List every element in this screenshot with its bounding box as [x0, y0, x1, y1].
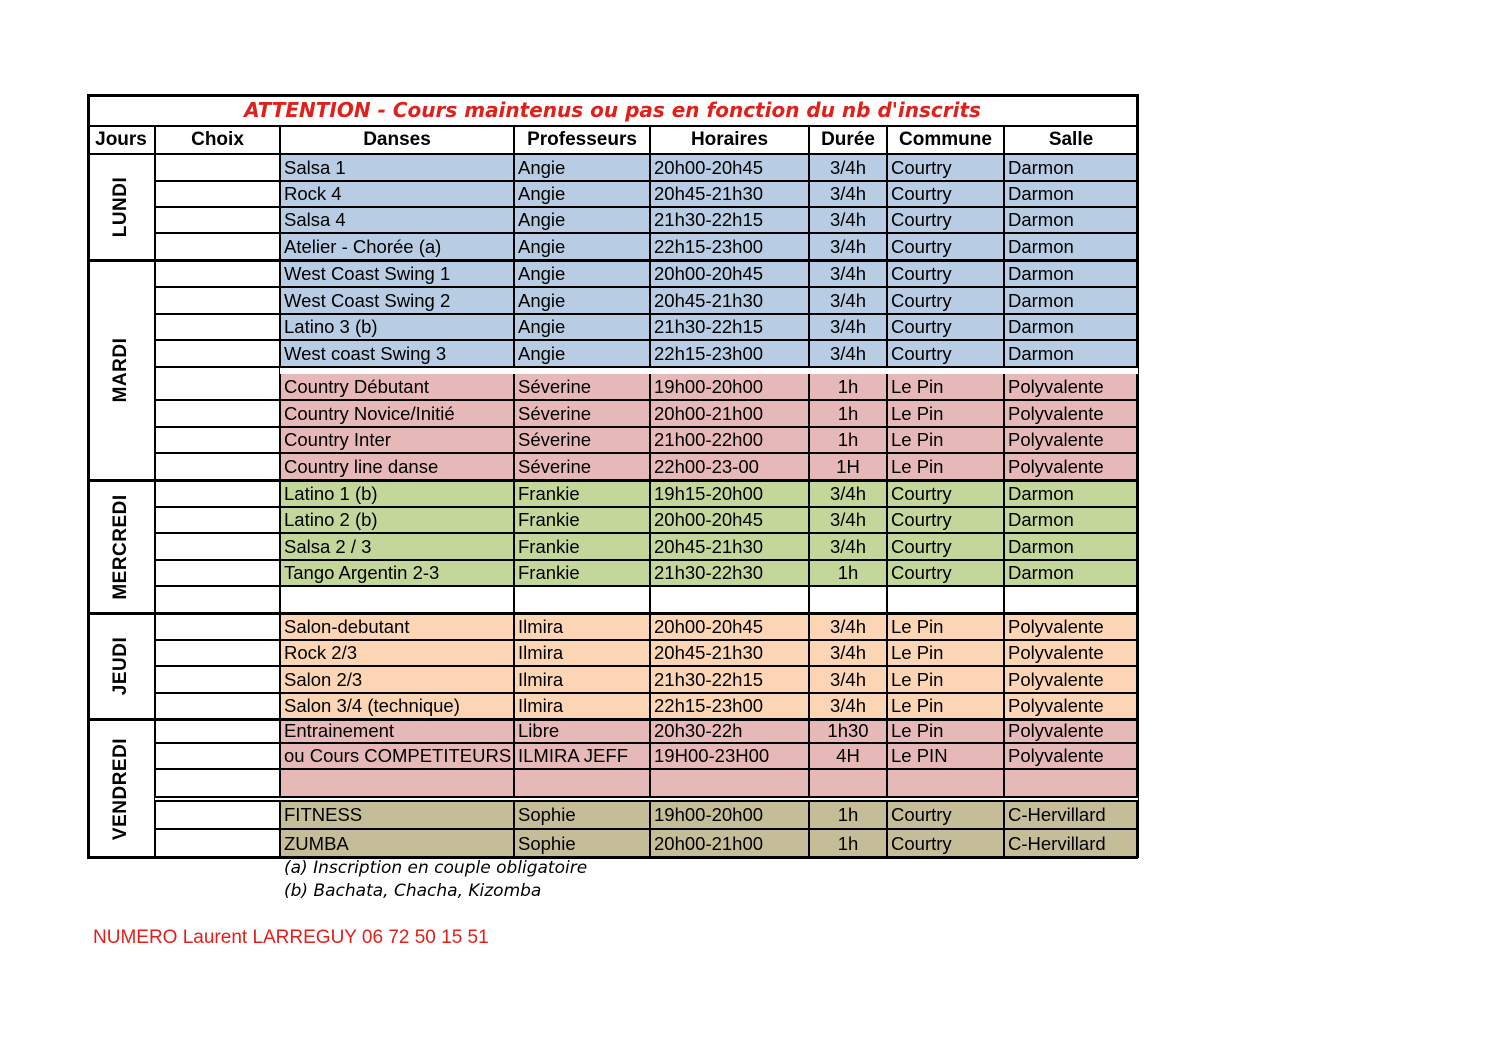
grid-line [155, 180, 1138, 181]
grid-line [155, 639, 1138, 640]
cell-duree: 3/4h [809, 154, 887, 181]
grid-line [155, 559, 1138, 560]
grid-line [155, 692, 280, 694]
cell-professeur: Séverine [514, 374, 650, 400]
cell-danse: Rock 2/3 [280, 640, 514, 666]
grid-line [155, 742, 1138, 743]
grid-line [155, 800, 1138, 801]
contact-phone: NUMERO Laurent LARREGUY 06 72 50 15 51 [93, 927, 489, 948]
cell-salle: Darmon [1004, 314, 1138, 340]
choix-cell[interactable] [155, 287, 280, 314]
cell-horaire: 20h45-21h30 [650, 640, 809, 666]
cell-duree: 1h [809, 560, 887, 586]
cell-professeur: Angie [514, 260, 650, 287]
cell-professeur: Angie [514, 207, 650, 233]
cell-commune [887, 769, 1004, 797]
header-professeurs: Professeurs [527, 129, 637, 150]
grid-line [155, 313, 1138, 314]
cell-professeur: Angie [514, 287, 650, 314]
grid-line [87, 718, 1138, 721]
cell-danse [280, 769, 514, 797]
cell-salle: C-Hervillard [1004, 829, 1138, 858]
cell-danse: West Coast Swing 1 [280, 260, 514, 287]
cell-duree: 3/4h [809, 480, 887, 507]
cell-duree: 3/4h [809, 693, 887, 719]
cell-commune: Le Pin [887, 666, 1004, 693]
cell-salle: Polyvalente [1004, 613, 1138, 640]
cell-professeur: Frankie [514, 507, 650, 533]
day-label-jeudi: JEUDI [110, 636, 131, 696]
cell-horaire: 20h00-21h00 [650, 400, 809, 427]
cell-salle: Darmon [1004, 507, 1138, 533]
grid-line [155, 206, 1138, 207]
grid-line [155, 532, 280, 534]
choix-cell[interactable] [155, 801, 280, 829]
choix-cell[interactable] [155, 154, 280, 181]
cell-duree: 4H [809, 743, 887, 769]
grid-line [155, 366, 280, 368]
grid-line [155, 426, 280, 428]
cell-horaire: 19h00-20h00 [650, 801, 809, 829]
group-gap [280, 368, 1138, 374]
header-jours: Jours [95, 129, 147, 150]
cell-horaire: 21h30-22h30 [650, 560, 809, 586]
grid-line [155, 506, 280, 508]
cell-professeur: ILMIRA JEFF [514, 743, 650, 769]
cell-salle: Polyvalente [1004, 427, 1138, 453]
cell-duree: 1h30 [809, 719, 887, 743]
cell-horaire [650, 586, 809, 613]
cell-salle: Polyvalente [1004, 719, 1138, 743]
day-label-mardi: MARDI [110, 337, 131, 403]
cell-horaire [650, 769, 809, 797]
header-salle: Salle [1048, 129, 1094, 150]
cell-danse: Salsa 2 / 3 [280, 533, 514, 560]
choix-cell[interactable] [155, 374, 280, 400]
grid-line [155, 665, 280, 667]
cell-salle: Polyvalente [1004, 453, 1138, 480]
cell-professeur: Séverine [514, 427, 650, 453]
cell-duree: 3/4h [809, 507, 887, 533]
cell-horaire: 22h15-23h00 [650, 233, 809, 260]
choix-cell[interactable] [155, 340, 280, 367]
choix-cell[interactable] [155, 743, 280, 769]
cell-salle: Darmon [1004, 207, 1138, 233]
cell-commune: Courtry [887, 260, 1004, 287]
grid-line [155, 559, 280, 561]
cell-horaire: 21h30-22h15 [650, 314, 809, 340]
cell-horaire: 20h30-22h [650, 719, 809, 743]
grid-line [155, 452, 280, 454]
cell-commune: Courtry [887, 314, 1004, 340]
cell-horaire: 21h30-22h15 [650, 666, 809, 693]
cell-salle: Polyvalente [1004, 666, 1138, 693]
cell-horaire: 19h15-20h00 [650, 480, 809, 507]
grid-line [155, 742, 280, 744]
schedule-table [87, 94, 1138, 858]
cell-commune: Le Pin [887, 427, 1004, 453]
header-horaires: Horaires [690, 129, 769, 150]
grid-line [155, 665, 1138, 666]
grid-line [155, 585, 1138, 586]
choix-cell[interactable] [155, 829, 280, 858]
cell-salle: C-Hervillard [1004, 801, 1138, 829]
cell-danse: Rock 4 [280, 181, 514, 207]
cell-danse: ou Cours COMPETITEURS [280, 743, 514, 769]
grid-line [886, 126, 889, 154]
cell-horaire: 20h00-21h00 [650, 829, 809, 858]
choix-cell[interactable] [155, 233, 280, 260]
grid-line [155, 399, 1138, 400]
cell-commune: Le Pin [887, 374, 1004, 400]
grid-line [155, 180, 280, 182]
cell-danse [280, 586, 514, 613]
cell-professeur: Frankie [514, 560, 650, 586]
cell-duree: 1H [809, 453, 887, 480]
cell-professeur: Frankie [514, 480, 650, 507]
cell-commune: Courtry [887, 533, 1004, 560]
cell-commune: Courtry [887, 340, 1004, 367]
header-commune: Commune [899, 129, 992, 150]
grid-line [155, 286, 280, 288]
cell-salle: Darmon [1004, 287, 1138, 314]
cell-danse: Salon-debutant [280, 613, 514, 640]
choix-cell[interactable] [155, 260, 280, 287]
cell-duree: 1h [809, 427, 887, 453]
choix-cell[interactable] [155, 693, 280, 719]
grid-line [1003, 126, 1006, 154]
border-left [87, 94, 90, 858]
note-a: (a) Inscription en couple obligatoire [284, 858, 588, 878]
cell-professeur: Angie [514, 340, 650, 367]
cell-salle [1004, 586, 1138, 613]
cell-salle: Polyvalente [1004, 640, 1138, 666]
cell-professeur [514, 586, 650, 613]
cell-duree: 3/4h [809, 207, 887, 233]
cell-commune: Courtry [887, 154, 1004, 181]
cell-horaire: 20h45-21h30 [650, 287, 809, 314]
cell-danse: Atelier - Chorée (a) [280, 233, 514, 260]
cell-commune: Le Pin [887, 719, 1004, 743]
cell-salle: Polyvalente [1004, 743, 1138, 769]
cell-professeur: Ilmira [514, 613, 650, 640]
cell-duree: 1h [809, 829, 887, 858]
cell-duree: 1h [809, 374, 887, 400]
cell-salle: Darmon [1004, 533, 1138, 560]
cell-commune: Courtry [887, 207, 1004, 233]
cell-commune: Courtry [887, 233, 1004, 260]
cell-salle: Polyvalente [1004, 374, 1138, 400]
cell-danse: Entrainement [280, 719, 514, 743]
choix-cell[interactable] [155, 314, 280, 340]
cell-salle: Darmon [1004, 560, 1138, 586]
cell-danse: Latino 3 (b) [280, 314, 514, 340]
grid-line [155, 506, 1138, 507]
cell-duree: 3/4h [809, 340, 887, 367]
cell-danse: Tango Argentin 2-3 [280, 560, 514, 586]
grid-line [155, 857, 280, 859]
cell-danse: West coast Swing 3 [280, 340, 514, 367]
cell-danse: Latino 2 (b) [280, 507, 514, 533]
cell-salle: Darmon [1004, 480, 1138, 507]
cell-danse: Latino 1 (b) [280, 480, 514, 507]
header-choix: Choix [191, 129, 244, 150]
choix-cell[interactable] [155, 533, 280, 560]
cell-salle: Darmon [1004, 181, 1138, 207]
cell-danse: Country Novice/Initié [280, 400, 514, 427]
grid-line [87, 153, 1138, 156]
cell-professeur: Angie [514, 233, 650, 260]
choix-cell[interactable] [155, 181, 280, 207]
cell-professeur: Angie [514, 154, 650, 181]
grid-line [155, 796, 1138, 797]
grid-line [155, 232, 1138, 233]
cell-horaire: 19h00-20h00 [650, 374, 809, 400]
header-duree: Durée [821, 129, 875, 150]
grid-line [155, 585, 280, 587]
cell-horaire: 22h15-23h00 [650, 340, 809, 367]
grid-line [155, 339, 280, 341]
cell-horaire: 20h45-21h30 [650, 533, 809, 560]
choix-cell[interactable] [155, 769, 280, 797]
cell-duree: 1h [809, 400, 887, 427]
choix-cell[interactable] [155, 586, 280, 613]
grid-line [155, 692, 1138, 693]
cell-commune: Le Pin [887, 400, 1004, 427]
grid-line [155, 399, 280, 401]
choix-cell[interactable] [155, 453, 280, 480]
header-danses: Danses [363, 129, 431, 150]
cell-professeur: Libre [514, 719, 650, 743]
cell-salle: Darmon [1004, 154, 1138, 181]
grid-line [154, 126, 157, 154]
grid-line [155, 639, 280, 641]
cell-danse: Salon 3/4 (technique) [280, 693, 514, 719]
grid-line [279, 126, 282, 154]
cell-horaire: 20h00-20h45 [650, 507, 809, 533]
choix-cell[interactable] [155, 507, 280, 533]
grid-line [808, 126, 811, 154]
grid-line [155, 232, 280, 234]
cell-danse: Salsa 1 [280, 154, 514, 181]
cell-duree: 3/4h [809, 260, 887, 287]
cell-salle: Polyvalente [1004, 693, 1138, 719]
cell-professeur [514, 769, 650, 797]
choix-cell[interactable] [155, 640, 280, 666]
day-label-mercredi: MERCREDI [110, 493, 131, 600]
cell-horaire: 22h15-23h00 [650, 693, 809, 719]
choix-cell[interactable] [155, 666, 280, 693]
cell-danse: Country line danse [280, 453, 514, 480]
cell-danse: FITNESS [280, 801, 514, 829]
cell-commune: Le Pin [887, 453, 1004, 480]
cell-professeur: Séverine [514, 400, 650, 427]
grid-line [513, 126, 516, 154]
cell-duree [809, 586, 887, 613]
cell-danse: Country Inter [280, 427, 514, 453]
grid-line [87, 125, 1138, 128]
cell-danse: ZUMBA [280, 829, 514, 858]
cell-danse: West Coast Swing 2 [280, 287, 514, 314]
grid-line [155, 768, 280, 770]
grid-line [155, 452, 1138, 453]
cell-duree: 1h [809, 801, 887, 829]
choix-cell[interactable] [155, 560, 280, 586]
grid-line [155, 286, 1138, 287]
border-top [87, 94, 1138, 97]
choix-cell[interactable] [155, 400, 280, 427]
cell-danse: Salon 2/3 [280, 666, 514, 693]
grid-line [155, 426, 1138, 427]
cell-professeur: Sophie [514, 829, 650, 858]
cell-commune: Courtry [887, 829, 1004, 858]
cell-commune [887, 586, 1004, 613]
cell-duree: 3/4h [809, 533, 887, 560]
cell-professeur: Ilmira [514, 640, 650, 666]
cell-commune: Courtry [887, 560, 1004, 586]
cell-professeur: Sophie [514, 801, 650, 829]
cell-salle [1004, 769, 1138, 797]
day-label-lundi: LUNDI [110, 176, 131, 238]
cell-duree [809, 769, 887, 797]
cell-horaire: 20h45-21h30 [650, 181, 809, 207]
grid-line [155, 206, 280, 208]
choix-cell[interactable] [155, 719, 280, 743]
grid-line [155, 828, 1138, 829]
cell-professeur: Angie [514, 314, 650, 340]
choix-cell[interactable] [155, 427, 280, 453]
cell-duree: 3/4h [809, 233, 887, 260]
cell-commune: Le PIN [887, 743, 1004, 769]
cell-horaire: 20h00-20h45 [650, 613, 809, 640]
grid-line [87, 479, 1138, 482]
cell-danse: Salsa 4 [280, 207, 514, 233]
cell-professeur: Frankie [514, 533, 650, 560]
cell-commune: Courtry [887, 507, 1004, 533]
cell-commune: Le Pin [887, 613, 1004, 640]
cell-horaire: 21h00-22h00 [650, 427, 809, 453]
cell-duree: 3/4h [809, 666, 887, 693]
grid-line [87, 259, 280, 262]
note-b: (b) Bachata, Chacha, Kizomba [284, 881, 542, 901]
choix-cell[interactable] [155, 613, 280, 640]
cell-horaire: 21h30-22h15 [650, 207, 809, 233]
cell-horaire: 19H00-23H00 [650, 743, 809, 769]
cell-duree: 3/4h [809, 613, 887, 640]
cell-professeur: Séverine [514, 453, 650, 480]
cell-commune: Courtry [887, 287, 1004, 314]
cell-duree: 3/4h [809, 287, 887, 314]
cell-professeur: Ilmira [514, 693, 650, 719]
grid-line [155, 339, 1138, 340]
table-title: ATTENTION - Cours maintenus ou pas en fonction du nb d'inscrits [244, 98, 981, 122]
grid-line [649, 126, 652, 154]
grid-line [155, 828, 280, 830]
cell-salle: Darmon [1004, 260, 1138, 287]
cell-horaire: 20h00-20h45 [650, 154, 809, 181]
choix-cell[interactable] [155, 480, 280, 507]
grid-line [155, 313, 280, 315]
cell-duree: 3/4h [809, 181, 887, 207]
cell-duree: 3/4h [809, 640, 887, 666]
cell-commune: Le Pin [887, 693, 1004, 719]
cell-commune: Le Pin [887, 640, 1004, 666]
cell-professeur: Ilmira [514, 666, 650, 693]
cell-salle: Darmon [1004, 233, 1138, 260]
cell-professeur: Angie [514, 181, 650, 207]
cell-danse: Country Débutant [280, 374, 514, 400]
cell-commune: Courtry [887, 181, 1004, 207]
cell-salle: Darmon [1004, 340, 1138, 367]
grid-line [155, 768, 1138, 769]
choix-cell[interactable] [155, 207, 280, 233]
cell-commune: Courtry [887, 480, 1004, 507]
cell-salle: Polyvalente [1004, 400, 1138, 427]
cell-horaire: 20h00-20h45 [650, 260, 809, 287]
cell-duree: 3/4h [809, 314, 887, 340]
grid-line [155, 532, 1138, 533]
grid-line [87, 612, 1138, 615]
day-label-vendredi: VENDREDI [110, 737, 131, 840]
cell-commune: Courtry [887, 801, 1004, 829]
cell-horaire: 22h00-23-00 [650, 453, 809, 480]
